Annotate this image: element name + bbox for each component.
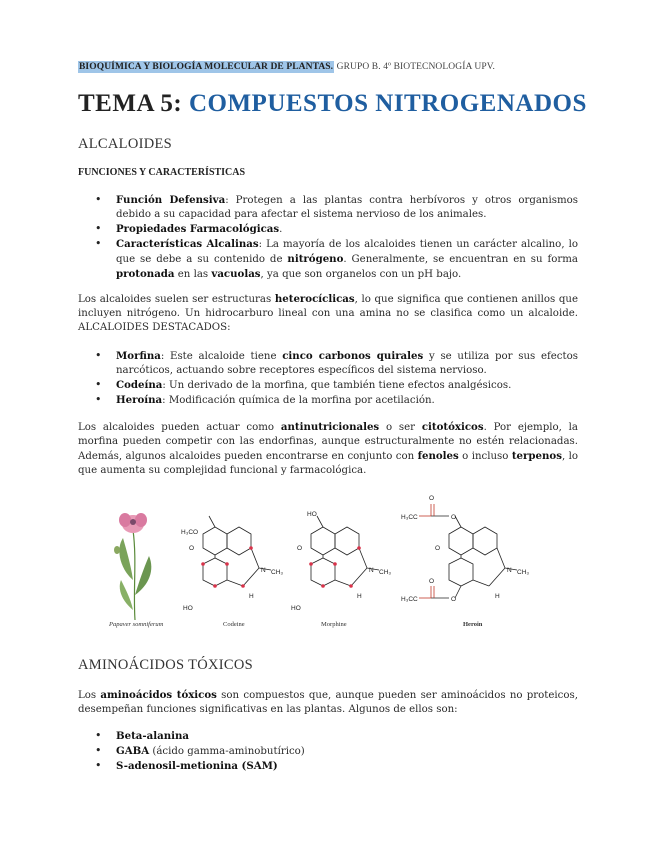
svg-text:H: H (495, 593, 500, 600)
caption-papaver: Papaver somniferum (109, 621, 164, 628)
svg-text:C: C (413, 514, 418, 521)
chiral-dot (309, 562, 313, 566)
chiral-dot (249, 546, 253, 550)
paragraph-antinutricionales: Los alcaloides pueden actuar como antinutricionales o ser citotóxicos. Por ejemplo, la morfina pueden competir con las endorfinas, aunque estructuralmente no estén relacionadas. Además, algunos alcaloides pueden encontrarse en conjunto con fenoles o incluso terpenos, lo que aumenta su complejidad funcional y farmacológica. (78, 421, 578, 476)
aminoacidos-list (78, 729, 578, 774)
svg-text:H: H (357, 593, 362, 600)
svg-text:O: O (451, 596, 457, 603)
list-item: • Heroína: Modificación química de la morfina por acetilación. (78, 393, 578, 408)
heroin-structure (431, 516, 517, 598)
svg-text:H₃C: H₃C (401, 514, 414, 521)
svg-text:HO: HO (307, 511, 317, 518)
chiral-dot (357, 546, 361, 550)
paragraph-heterociclicas: Los alcaloides suelen ser estructuras heterocíclicas, lo que significa que contienen anillos que incluyen nitrógeno. Un hidrocarburo lineal con una amina no se clasifica como un alcaloide. ALCALOIDES DESTACADOS: (78, 293, 578, 333)
svg-text:O: O (435, 545, 441, 552)
list-item: • Codeína: Un derivado de la morfina, que también tiene efectos analgésicos. (78, 378, 578, 393)
svg-text:O: O (189, 545, 195, 552)
chiral-dot (333, 562, 337, 566)
svg-text:H₃C: H₃C (401, 596, 414, 603)
list-item: • GABA (ácido gamma-aminobutírico) (78, 744, 578, 759)
svg-text:O: O (429, 495, 435, 502)
course-title-highlight: BIOQUÍMICA Y BIOLOGÍA MOLECULAR DE PLANTAS. (79, 62, 334, 72)
svg-text:O: O (297, 545, 303, 552)
list-item: • Beta-alanina (78, 729, 578, 744)
svg-text:H: H (249, 593, 254, 600)
page-title (78, 90, 587, 118)
chiral-dot (321, 584, 325, 588)
chiral-dot (225, 562, 229, 566)
title-prefix: TEMA 5: (78, 90, 189, 117)
codeine-structure (203, 516, 271, 586)
caption-morphine: Morphine (321, 621, 347, 628)
svg-text:N: N (261, 567, 266, 574)
alkaloid-structures-figure (103, 490, 543, 640)
svg-text:HO: HO (183, 605, 193, 612)
svg-text:N: N (369, 567, 374, 574)
svg-text:CH₃: CH₃ (379, 569, 392, 576)
funciones-list (78, 193, 578, 282)
section-heading-aminoacidos: AMINOÁCIDOS TÓXICOS (78, 657, 254, 673)
svg-text:H₃CO: H₃CO (181, 529, 199, 536)
destacados-list (78, 349, 578, 408)
svg-text:O: O (451, 514, 457, 521)
list-item: • Características Alcalinas: La mayoría de los alcaloides tienen un carácter alcalino, lo que se debe a su contenido de nitrógeno. Generalmente, se encuentran en su forma protonada en las vacuolas, ya que son organelos con un pH bajo. (78, 237, 578, 282)
svg-text:CH₃: CH₃ (517, 569, 530, 576)
section-heading-alcaloides: ALCALOIDES (78, 136, 173, 152)
chiral-dot (201, 562, 205, 566)
poppy-illustration (114, 513, 151, 620)
document-header (78, 62, 495, 72)
chiral-dot (241, 584, 245, 588)
svg-text:N: N (507, 567, 512, 574)
list-item: • Función Defensiva: Protegen a las plantas contra herbívoros y otros organismos debido a su capacidad para afectar el sistema nervioso de los animales. (78, 193, 578, 222)
svg-text:O: O (429, 578, 435, 585)
svg-text:C: C (413, 596, 418, 603)
list-item: • Morfina: Este alcaloide tiene cinco carbonos quirales y se utiliza por sus efectos narcóticos, actuando sobre receptores específicos del sistema nervioso. (78, 349, 578, 378)
title-main: COMPUESTOS NITROGENADOS (188, 90, 587, 117)
list-item: • Propiedades Farmacológicas. (78, 222, 578, 237)
svg-text:CH₃: CH₃ (271, 569, 284, 576)
caption-codeine: Codeine (223, 621, 245, 628)
morphine-structure (311, 516, 379, 586)
svg-text:HO: HO (291, 605, 301, 612)
chiral-dot (349, 584, 353, 588)
subheading-funciones: FUNCIONES Y CARACTERÍSTICAS (78, 167, 246, 178)
caption-heroin: Heroin (463, 621, 483, 628)
list-item: • S-adenosil-metionina (SAM) (78, 759, 578, 774)
course-group: GRUPO B. 4º BIOTECNOLOGÍA UPV. (334, 62, 495, 72)
paragraph-aminoacidos: Los aminoácidos tóxicos son compuestos que, aunque pueden ser aminoácidos no proteicos, desempeñan funciones significativas en las plantas. Algunos de ellos son: (78, 689, 578, 715)
chiral-dot (213, 584, 217, 588)
